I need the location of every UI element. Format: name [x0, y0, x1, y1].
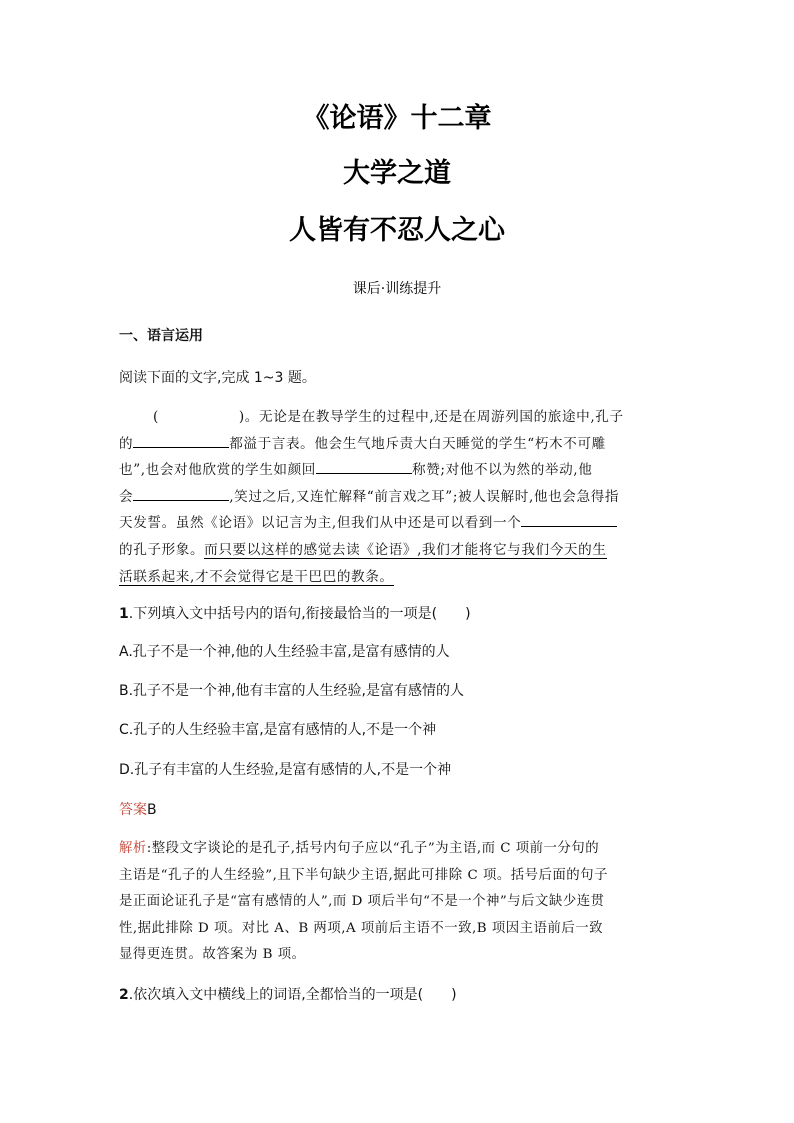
section-heading: 一、语言运用 — [119, 328, 203, 344]
question-1-stem: 1.下列填入文中括号内的语句,衔接最恰当的一项是( ) — [119, 606, 471, 622]
answer-line — [119, 800, 157, 820]
analysis-block: 解析:整段文字谈论的是孔子,括号内句子应以“孔子”为主语,而 C 项前一分句的 主语是“孔子的人生经验”,且下半句缺少主语,据此可排除 C 项。括号后面的句子 是正面论证孔子是“富有感情的人”,而 D 项后半句“不是一个神”与后文缺少连贯 性,据此排除 D 项。对比 A、B 两项,A 项前后主语不一致,B 项因主语前后一致 显得更连贯。故答案为 B 项。 — [119, 841, 608, 963]
underlined-sentence-cont: 活联系起来,才不会觉得它是干巴巴的教条。 — [119, 568, 394, 585]
passage-line-1: ( )。无论是在教导学生的过程中,还是在周游列国的旅途中,孔子 — [153, 409, 624, 425]
option-a[interactable]: A.孔子不是一个神,他的人生经验丰富,是富有感情的人 — [119, 644, 450, 660]
analysis-label: 解析 — [119, 841, 147, 856]
fill-blank-3[interactable] — [133, 486, 229, 501]
question-2-stem: 2.依次填入文中横线上的词语,全都恰当的一项是( ) — [119, 987, 457, 1003]
passage-line-4: 会 ,笑过之后,又连忙解释“前言戏之耳”;被人误解时,他也会急得指 — [119, 484, 679, 511]
reading-passage — [119, 404, 679, 590]
answer-label: 答案 — [119, 802, 147, 818]
subtitle: 课后·训练提升 — [352, 281, 442, 297]
passage-line-5: 天发誓。虽然《论语》以记言为主,但我们从中还是可以看到一个 — [119, 510, 679, 537]
title-2: 大学之道 — [343, 158, 451, 189]
underlined-sentence: 而只要以这样的感觉去读《论语》,我们才能将它与我们今天的生 — [204, 541, 607, 558]
option-d[interactable]: D.孔子有丰富的人生经验,是富有感情的人,不是一个神 — [119, 762, 452, 778]
title-3: 人皆有不忍人之心 — [289, 215, 505, 246]
fill-blank-4[interactable] — [521, 512, 617, 527]
fill-blank-1[interactable] — [133, 433, 229, 448]
instruction: 阅读下面的文字,完成 1~3 题。 — [119, 370, 316, 386]
answer-value: B — [147, 802, 157, 818]
option-c[interactable]: C.孔子的人生经验丰富,是富有感情的人,不是一个神 — [119, 722, 437, 738]
fill-blank-2[interactable] — [316, 459, 412, 474]
title-1: 《论语》十二章 — [302, 103, 492, 134]
passage-line-2: 的 都溢于言表。他会生气地斥责大白天睡觉的学生“朽木不可雕 — [119, 431, 679, 458]
passage-line-3: 也”,也会对他欣赏的学生如颜回 称赞;对他不以为然的举动,他 — [119, 457, 679, 484]
option-b[interactable]: B.孔子不是一个神,他有丰富的人生经验,是富有感情的人 — [119, 683, 464, 699]
passage-line-7 — [119, 564, 679, 591]
passage-line-6: 的孔子形象。而只要以这样的感觉去读《论语》,我们才能将它与我们今天的生 — [119, 541, 607, 558]
